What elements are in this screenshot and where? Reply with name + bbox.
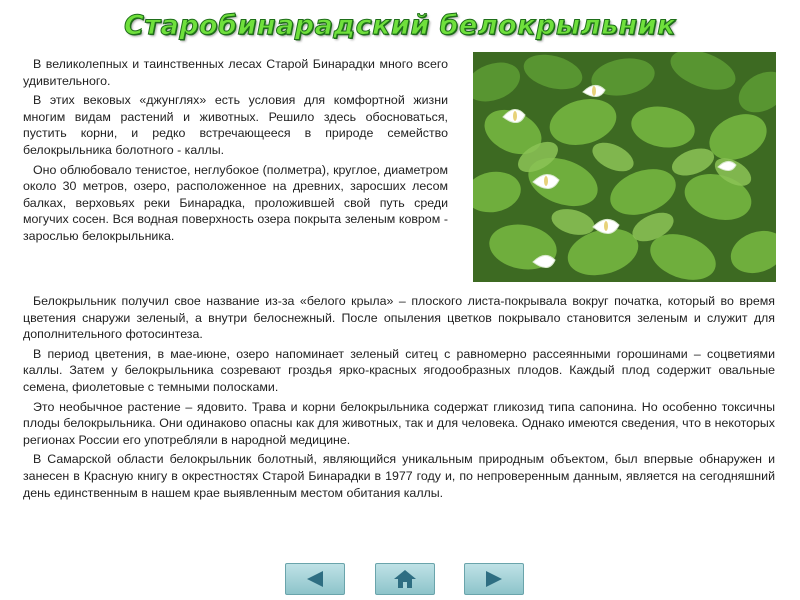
- intro-paragraph: В великолепных и таинственных лесах Старой Бинарадки много всего удивительного.: [23, 57, 448, 88]
- page-title: Старобинарадский белокрыльник: [124, 10, 676, 41]
- triangle-left-icon: [303, 569, 327, 589]
- home-icon: [392, 568, 418, 590]
- intro-paragraph: Оно облюбовало тенистое, неглубокое (полметра), круглое, диаметром около 30 метров, озеро, расположенное на древних, заросших лесом балках, верховьях реки Бинарадка, проложившей свой путь среди могучих сосен. Вся водная поверхность озера покрыта зеленым ковром - зарослью белокрыльника.: [23, 162, 448, 243]
- main-text: [23, 293, 775, 504]
- next-button[interactable]: [464, 563, 524, 595]
- calla-lily-illustration: [473, 52, 776, 282]
- main-paragraph: Это необычное растение – ядовито. Трава и корни белокрыльника содержат гликозид типа сапонина. Но особенно токсичны плоды белокрыльника. Они одинаково опасны как для животных, так и для человека. Однако имеются сведения, что в некоторых регионах России его употребляли в народной медицине.: [23, 399, 775, 447]
- intro-paragraph: В этих вековых «джунглях» есть условия для комфортной жизни многим видам растений и животных. Решило здесь обосноваться, пустить корни, и редко встречающееся в природе семейство белокрыльника болотного - каллы.: [23, 93, 448, 157]
- intro-text: [23, 56, 448, 248]
- triangle-right-icon: [482, 569, 506, 589]
- main-paragraph: Белокрыльник получил свое название из-за «белого крыла» – плоского листа-покрывала вокруг початка, который во время цветения снаружи зеленый, а внутри белоснежный. После опыления цветков покрывало становится зеленым и служит для дополнительного фотосинтеза.: [23, 294, 775, 342]
- previous-button[interactable]: [285, 563, 345, 595]
- main-paragraph: В период цветения, в мае-июне, озеро напоминает зеленый ситец с равномерно рассеянными горошинами – соцветиями каллы. Затем у белокрыльника созревают гроздья ярко-красных ягодообразных плодов. Каждый плод содержит овальные семена, фиолетовые с темными полосками.: [23, 346, 775, 394]
- main-paragraph: В Самарской области белокрыльник болотный, являющийся уникальным природным объектом, был впервые обнаружен и занесен в Красную книгу в окрестностях Старой Бинарадки в 1977 году и, по непроверенным данным, является на сегодняшний день единственным в нашем крае выявленным местом обитания каллы.: [23, 452, 775, 500]
- home-button[interactable]: [375, 563, 435, 595]
- calla-lily-photo: [473, 52, 776, 282]
